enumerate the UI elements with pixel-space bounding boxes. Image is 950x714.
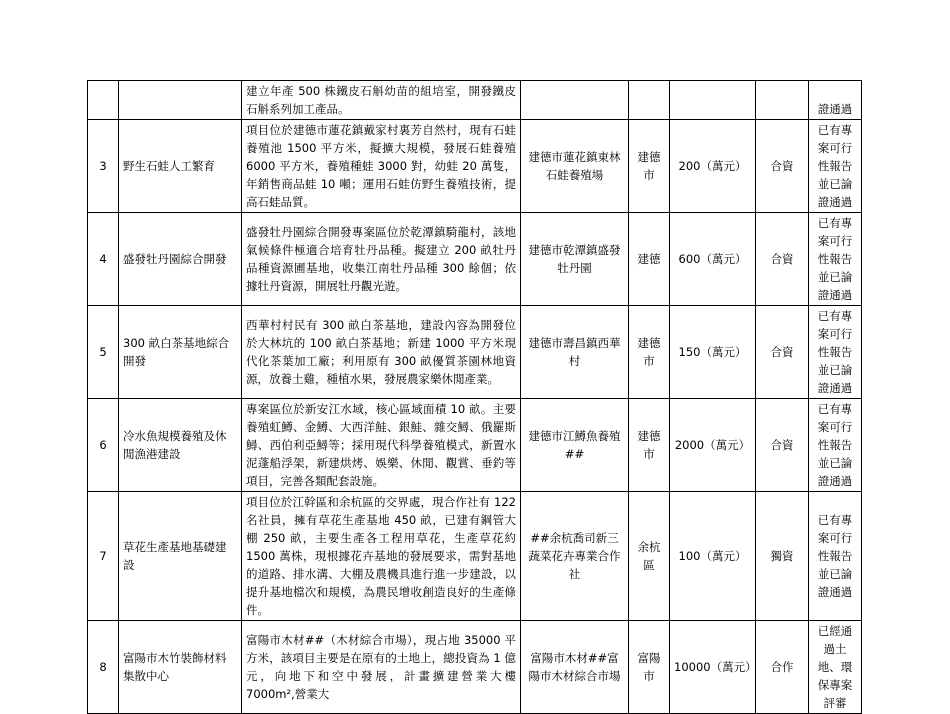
row-number: 3 bbox=[88, 120, 119, 213]
project-name: 冷水魚規模養殖及休閒漁港建設 bbox=[119, 399, 242, 492]
project-description: 建立年產 500 株鐵皮石斛幼苗的組培室，開發鐵皮石斛系列加工產品。 bbox=[242, 81, 521, 120]
row-number: 5 bbox=[88, 306, 119, 399]
project-amount: 2000（萬元） bbox=[670, 399, 756, 492]
project-location: 建德 bbox=[629, 213, 670, 306]
project-name: 草花生產基地基礎建設 bbox=[119, 492, 242, 621]
project-amount: 600（萬元） bbox=[670, 213, 756, 306]
project-description: 富陽市木材##（木材綜合市場），現占地 35000 平方米，該項目主要是在原有的土地上，總投資為 1 億元，向地下和空中發展，計畫擴建營業大樓 7000m²,營業大 bbox=[242, 621, 521, 714]
project-unit: ##余杭喬司新三蔬菜花卉專業合作社 bbox=[521, 492, 629, 621]
row-number bbox=[88, 81, 119, 120]
table-row bbox=[88, 120, 862, 213]
project-name: 野生石蛙人工繁育 bbox=[119, 120, 242, 213]
project-name: 盛發牡丹園綜合開發 bbox=[119, 213, 242, 306]
table-row bbox=[88, 213, 862, 306]
project-amount: 150（萬元） bbox=[670, 306, 756, 399]
cooperation-mode: 合資 bbox=[756, 213, 809, 306]
project-description: 項目位於江幹區和余杭區的交界處，現合作社有 122 名社員，擁有草花生產基地 450 畝，已建有鋼管大棚 250 畝，主要生產各工程用草花，生產草花約 1500 萬株，現根據花卉基地的發展要求，需對基地的道路、排水溝、大棚及農機具進行進一步建設，以提升基地檔次和規模，為農民增收創造良好的生產條件。 bbox=[242, 492, 521, 621]
project-name: 富陽市木竹裝飾材料集散中心 bbox=[119, 621, 242, 714]
project-description: 項目位於建德市蓮花鎮戴家村裏芳自然村，現有石蛙養殖池 1500 平方米，擬擴大規模，發展石蛙養殖 6000 平方米，養殖種蛙 3000 對，幼蛙 20 萬隻，年銷售商品蛙 10 噸；運用石蛙仿野生養殖技術，提高石蛙品質。 bbox=[242, 120, 521, 213]
project-name: 300 畝白茶基地綜合開發 bbox=[119, 306, 242, 399]
cooperation-mode: 合資 bbox=[756, 306, 809, 399]
table-row bbox=[88, 306, 862, 399]
cooperation-mode: 合作 bbox=[756, 621, 809, 714]
project-unit: 富陽市木材##富陽市木材綜合市場 bbox=[521, 621, 629, 714]
project-unit: 建德市江鱒魚養殖## bbox=[521, 399, 629, 492]
cooperation-mode: 合資 bbox=[756, 399, 809, 492]
project-unit: 建德市壽昌鎮西華村 bbox=[521, 306, 629, 399]
project-location: 建德市 bbox=[629, 306, 670, 399]
project-description: 專案區位於新安江水域，核心區域面積 10 畝。主要養殖虹鱒、金鱒、大西洋鮭、銀鮭、雜交鱘、俄羅斯鱘、西伯利亞鱘等；採用現代科學養殖模式，新置水泥蓬船浮架，新建烘烤、娛樂、休閒、觀賞、垂釣等項目，完善各類配套設施。 bbox=[242, 399, 521, 492]
cooperation-mode bbox=[756, 81, 809, 120]
project-status: 證通過 bbox=[809, 81, 862, 120]
project-status: 已有專案可行性報告並已論證通過 bbox=[809, 120, 862, 213]
table-row bbox=[88, 81, 862, 120]
cooperation-mode: 合資 bbox=[756, 120, 809, 213]
project-description: 盛發牡丹園綜合開發專案區位於乾潭鎮騎龍村，該地氣候條件極適合培育牡丹品種。擬建立 200 畝牡丹品種資源圃基地，收集江南牡丹品種 300 餘個；依據牡丹資源，開展牡丹觀光遊。 bbox=[242, 213, 521, 306]
project-status: 已有專案可行性報告並已論證通過 bbox=[809, 399, 862, 492]
project-location: 建德市 bbox=[629, 120, 670, 213]
project-name bbox=[119, 81, 242, 120]
project-status: 已有專案可行性報告並已論證通過 bbox=[809, 306, 862, 399]
row-number: 4 bbox=[88, 213, 119, 306]
project-location: 富陽市 bbox=[629, 621, 670, 714]
table-row bbox=[88, 399, 862, 492]
project-unit: 建德市乾潭鎮盛發牡丹園 bbox=[521, 213, 629, 306]
project-description: 西華村村民有 300 畝白茶基地，建設內容為開發位於大林坑的 100 畝白茶基地；新建 1000 平方米現代化茶葉加工廠；利用原有 300 畝優質茶園林地資源，放養土雞，種植水果，發展農家樂休閒產業。 bbox=[242, 306, 521, 399]
project-amount: 200（萬元） bbox=[670, 120, 756, 213]
project-location: 余杭區 bbox=[629, 492, 670, 621]
project-unit: 建德市蓮花鎮東林石蛙養殖場 bbox=[521, 120, 629, 213]
project-location: 建德市 bbox=[629, 399, 670, 492]
row-number: 8 bbox=[88, 621, 119, 714]
projects-table bbox=[87, 80, 862, 714]
project-location bbox=[629, 81, 670, 120]
project-unit bbox=[521, 81, 629, 120]
project-amount: 100（萬元） bbox=[670, 492, 756, 621]
project-amount: 10000（萬元） bbox=[670, 621, 756, 714]
project-status: 已有專案可行性報告並已論證通過 bbox=[809, 213, 862, 306]
cooperation-mode: 獨資 bbox=[756, 492, 809, 621]
table-row bbox=[88, 621, 862, 714]
table-row bbox=[88, 492, 862, 621]
project-amount bbox=[670, 81, 756, 120]
project-status: 已經通過土地、環保專案評審 bbox=[809, 621, 862, 714]
row-number: 6 bbox=[88, 399, 119, 492]
row-number: 7 bbox=[88, 492, 119, 621]
project-status: 已有專案可行性報告並已論證通過 bbox=[809, 492, 862, 621]
